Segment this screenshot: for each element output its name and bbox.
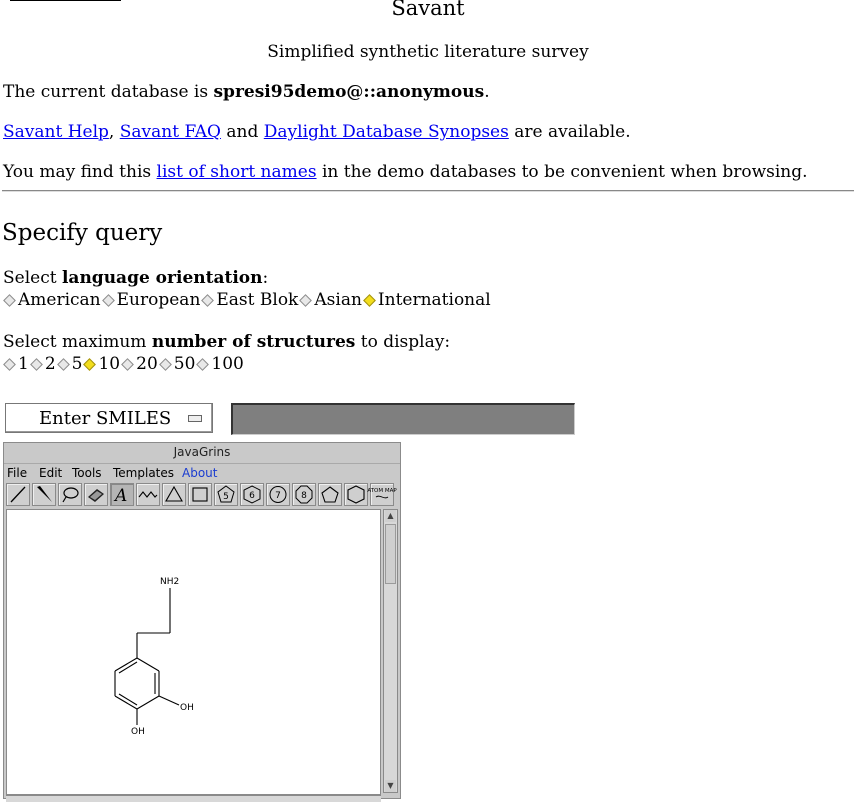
horizontal-scrollbar[interactable]	[6, 795, 381, 802]
structures-option-label: 2	[44, 354, 56, 374]
ring-6-icon[interactable]	[240, 483, 264, 506]
wedge-bond-icon[interactable]	[32, 483, 56, 506]
enter-smiles-label: Enter SMILES	[39, 407, 172, 429]
atom-map-icon[interactable]	[367, 483, 397, 506]
divider	[2, 190, 854, 192]
chain-icon[interactable]	[136, 483, 160, 506]
scroll-thumb[interactable]	[385, 524, 396, 584]
language-option-label: International	[377, 290, 491, 310]
applet-toolbar	[6, 483, 396, 507]
page-subtitle: Simplified synthetic literature survey	[267, 42, 589, 62]
language-radio-button[interactable]	[300, 294, 313, 307]
structures-radio-button[interactable]	[30, 358, 43, 371]
hexagon-ring-icon[interactable]	[344, 483, 368, 506]
javagrins-applet	[3, 442, 401, 799]
ring-5-icon[interactable]	[214, 483, 238, 506]
svg-text:8: 8	[301, 491, 307, 501]
line-icon[interactable]	[6, 483, 30, 506]
short-names-line: You may find this list of short names in the demo databases to be convenient when browsing.	[3, 162, 808, 182]
structures-option[interactable]	[2, 354, 29, 374]
lasso-icon[interactable]	[58, 483, 82, 506]
language-radio-button[interactable]	[202, 294, 215, 307]
menu-templates[interactable]: Templates	[113, 466, 175, 480]
structures-option[interactable]	[29, 354, 56, 374]
pentagon-ring-icon[interactable]	[318, 483, 342, 506]
structures-radio-button[interactable]	[3, 358, 16, 371]
ring-7-icon[interactable]	[266, 483, 290, 506]
svg-text:7: 7	[275, 491, 281, 501]
structures-label: Select maximum number of structures to display:	[3, 332, 451, 352]
savant-faq-link[interactable]: Savant FAQ	[119, 122, 221, 142]
language-option[interactable]	[101, 290, 201, 310]
enter-smiles-button[interactable]	[5, 403, 213, 433]
structures-option-label: 10	[98, 354, 121, 374]
structures-radio-group	[2, 354, 244, 374]
structures-option[interactable]	[82, 354, 120, 374]
structures-option-label: 1	[18, 354, 29, 374]
applet-title: JavaGrins	[4, 443, 400, 464]
language-radio-button[interactable]	[363, 294, 376, 307]
structures-radio-button[interactable]	[159, 358, 172, 371]
language-option-label: American	[18, 290, 101, 310]
language-option-label: European	[116, 290, 201, 310]
database-name: spresi95demo@::anonymous	[213, 82, 485, 102]
scroll-up-icon[interactable]: ▲	[385, 510, 396, 522]
menu-about[interactable]: About	[182, 466, 218, 480]
language-radio-button[interactable]	[102, 294, 115, 307]
language-label: Select language orientation:	[3, 268, 269, 288]
option-menu-indicator-icon	[188, 415, 202, 422]
short-names-link[interactable]: list of short names	[156, 162, 317, 182]
structures-option[interactable]	[158, 354, 196, 374]
language-option-label: East Blok	[216, 290, 299, 310]
help-links-line: Savant Help, Savant FAQ and Daylight Database Synopses are available.	[3, 122, 631, 142]
ring-8-icon[interactable]	[292, 483, 316, 506]
structures-option-label: 5	[71, 354, 83, 374]
scroll-down-icon[interactable]: ▼	[385, 780, 396, 792]
structures-option-label: 50	[173, 354, 196, 374]
menu-file[interactable]: File	[7, 466, 28, 480]
language-radio-group	[2, 290, 491, 310]
atom-map-label: ATOM MAP	[367, 488, 397, 494]
savant-help-link[interactable]: Savant Help	[3, 122, 109, 142]
structures-option[interactable]	[120, 354, 158, 374]
language-radio-button[interactable]	[3, 294, 16, 307]
atom-text-icon[interactable]	[110, 483, 134, 506]
smiles-input[interactable]	[231, 403, 575, 435]
svg-text:6: 6	[249, 491, 255, 501]
vertical-scrollbar[interactable]	[383, 509, 398, 793]
language-option-label: Asian	[314, 290, 362, 310]
menu-edit[interactable]: Edit	[39, 466, 63, 480]
language-option[interactable]	[362, 290, 491, 310]
structures-option[interactable]	[56, 354, 83, 374]
menu-tools[interactable]: Tools	[72, 466, 102, 480]
page-title: Savant	[391, 0, 465, 20]
nh2-atom-label: NH2	[160, 577, 180, 587]
structures-option-label: 20	[136, 354, 158, 374]
language-option[interactable]	[298, 290, 362, 310]
drawing-canvas[interactable]	[6, 509, 381, 795]
structures-radio-button[interactable]	[57, 358, 70, 371]
structures-radio-button[interactable]	[84, 358, 97, 371]
dopamine-structure	[7, 510, 380, 794]
square-ring-icon[interactable]	[188, 483, 212, 506]
specify-query-heading: Specify query	[2, 220, 163, 246]
structures-radio-button[interactable]	[197, 358, 210, 371]
language-option[interactable]	[200, 290, 298, 310]
oh-atom-label: OH	[131, 727, 145, 737]
applet-menubar	[4, 464, 400, 482]
language-option[interactable]	[2, 290, 101, 310]
structures-radio-button[interactable]	[121, 358, 134, 371]
database-line: The current database is spresi95demo@::anonymous.	[3, 82, 490, 102]
svg-text:A: A	[115, 486, 128, 506]
structures-option[interactable]	[195, 354, 243, 374]
svg-text:5: 5	[223, 492, 229, 502]
structures-option-label: 100	[211, 354, 244, 374]
database-synopses-link[interactable]: Daylight Database Synopses	[263, 122, 509, 142]
triangle-ring-icon[interactable]	[162, 483, 186, 506]
oh-atom-label: OH	[180, 703, 194, 713]
eraser-icon[interactable]	[84, 483, 108, 506]
